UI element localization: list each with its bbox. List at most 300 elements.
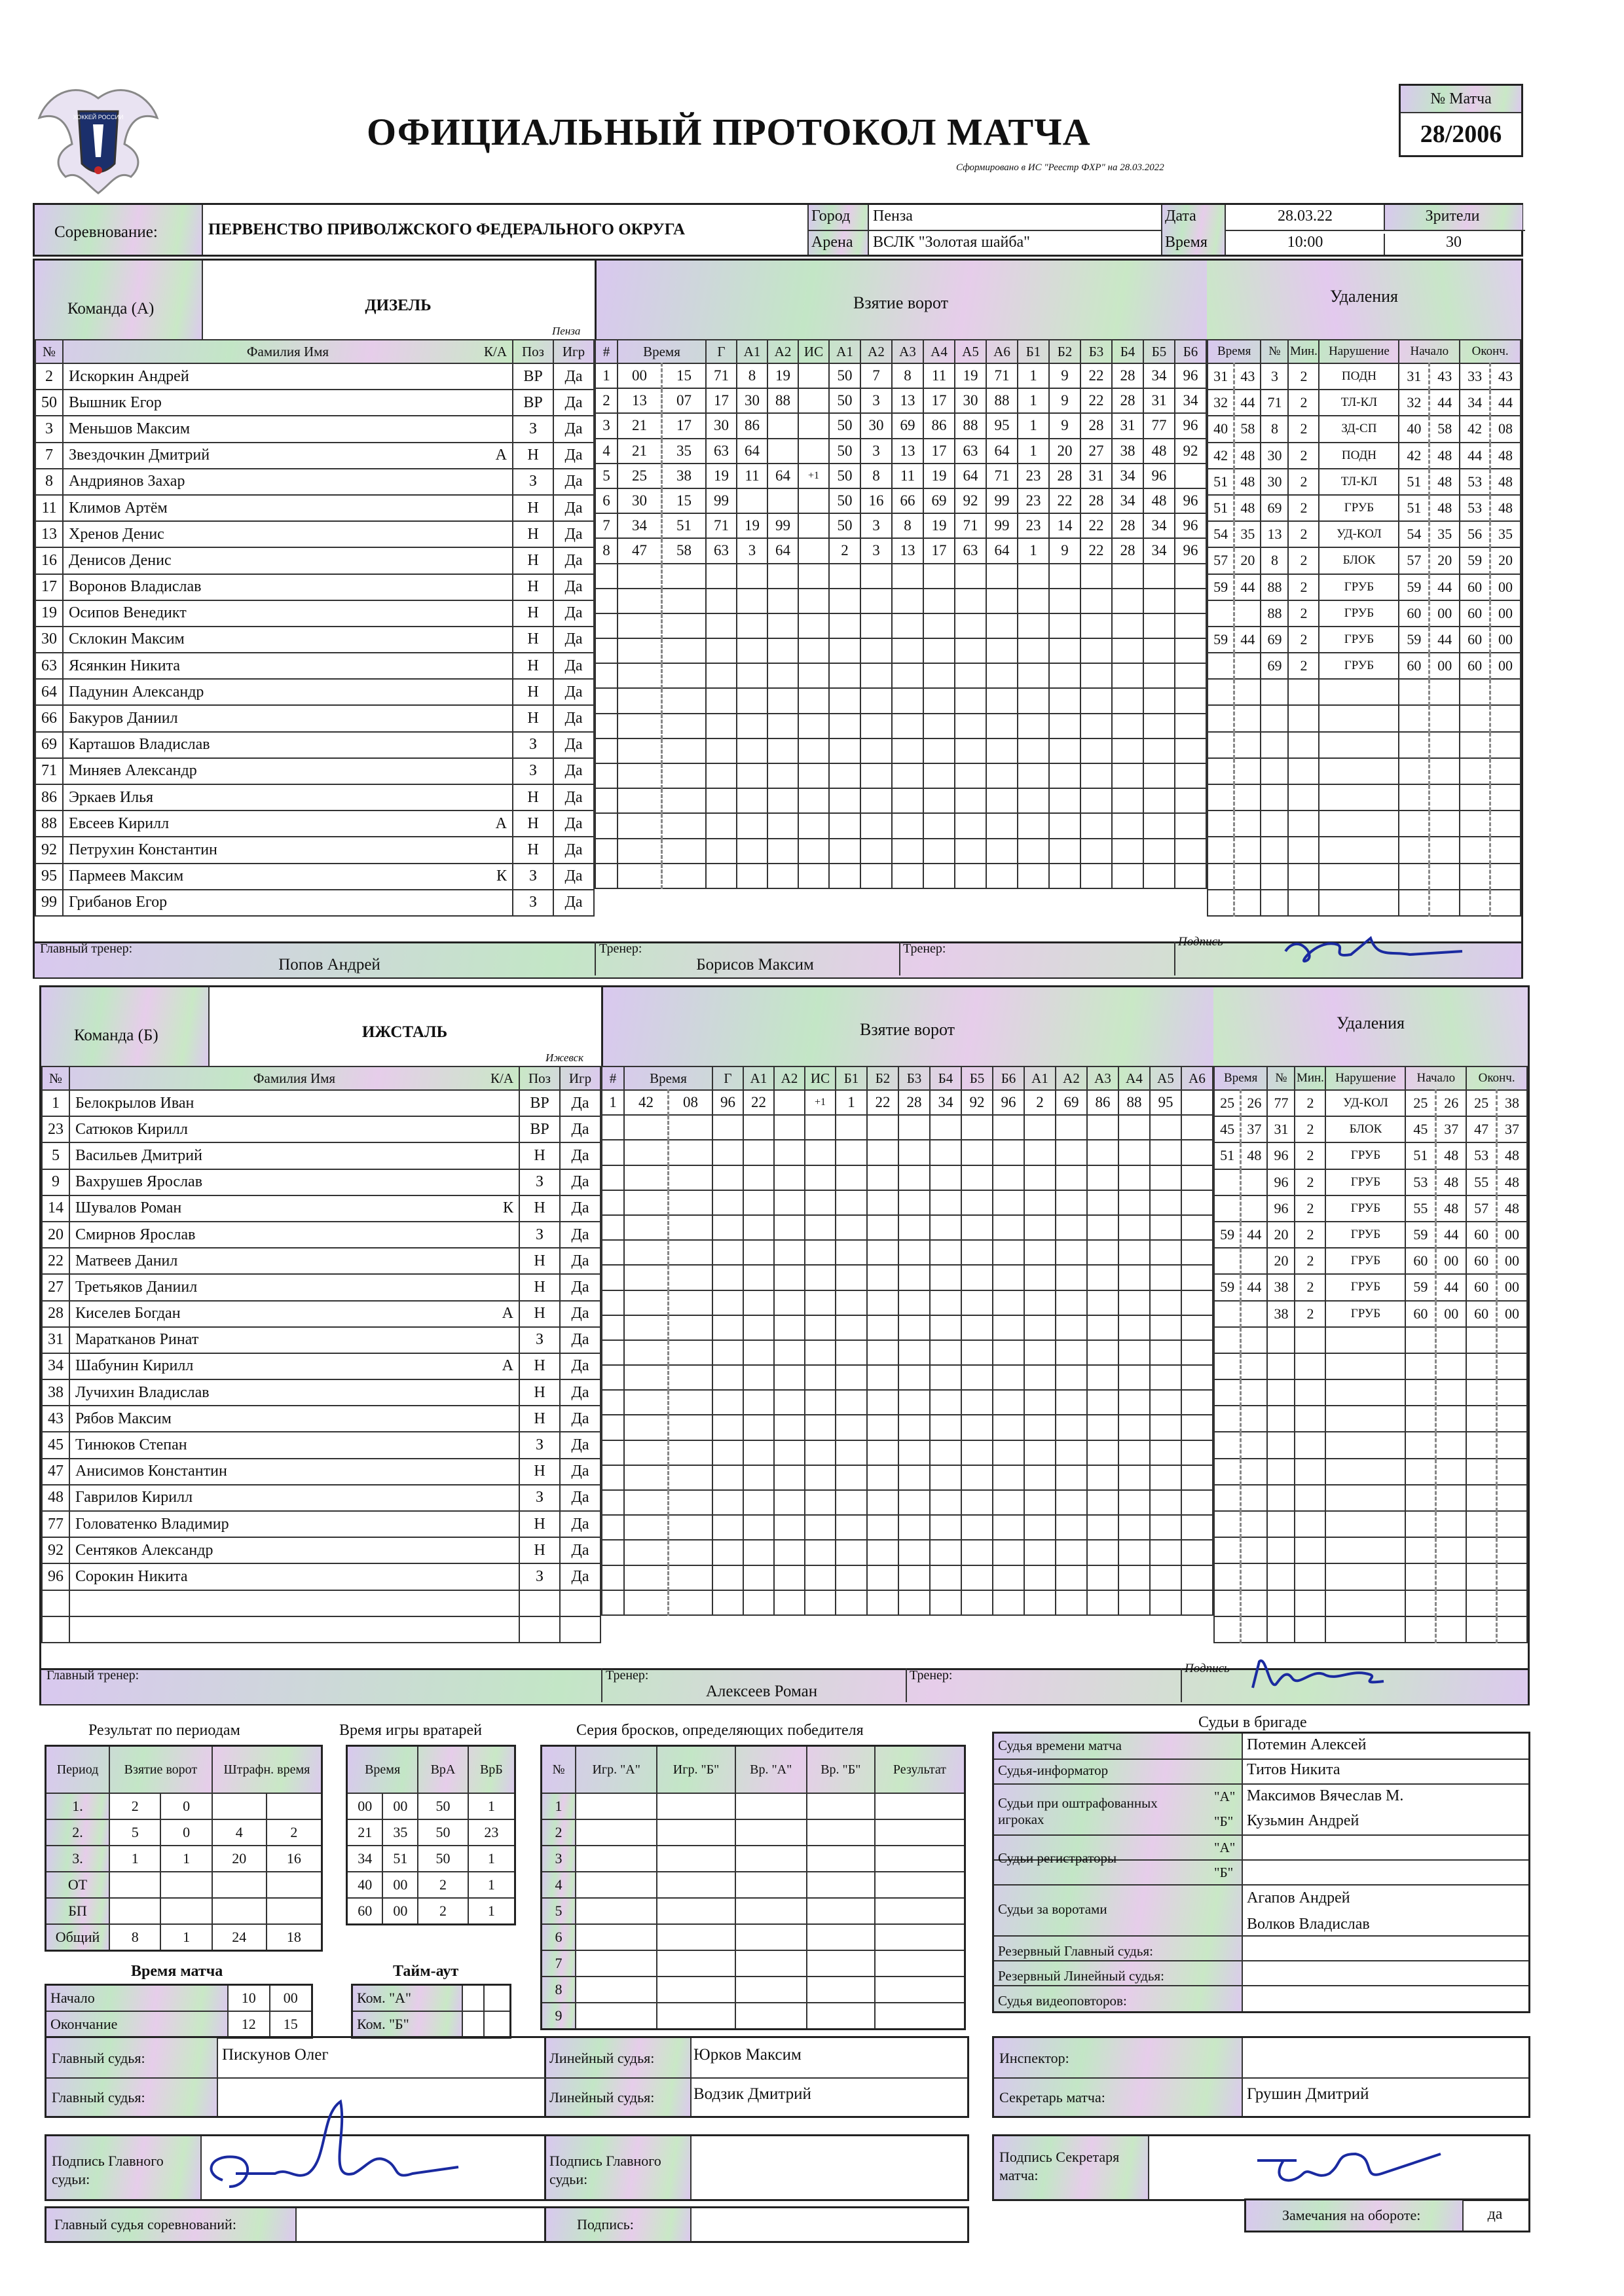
player-position: Н: [513, 443, 553, 469]
pen-time-sec: [1241, 1327, 1268, 1353]
onice-col-header: А2: [1056, 1066, 1087, 1090]
player-name: Лучихин Владислав: [75, 1383, 210, 1401]
pen-end-sec: [1497, 1432, 1527, 1458]
city-value: Пенза: [873, 208, 913, 225]
onice-player: [1056, 1115, 1087, 1140]
goal-strength: [805, 1365, 836, 1390]
onice-player: [898, 1490, 930, 1515]
officials-informer-label: Судья-информатор: [998, 1762, 1109, 1778]
goal-assist-2: [767, 564, 798, 589]
city-label: Город: [811, 208, 851, 225]
officials-goal-label: Судьи за воротами: [998, 1901, 1107, 1917]
pen-end-sec: [1490, 890, 1521, 916]
goal-time-min: 30: [618, 488, 662, 513]
goal-row: [602, 1190, 1213, 1215]
results-col-goals: Взятие ворот: [109, 1746, 212, 1794]
onice-player: 34: [1143, 363, 1175, 388]
onice-player: [993, 1115, 1024, 1140]
shootout-cell: [576, 1872, 657, 1898]
goal-assist-1: [737, 839, 767, 864]
goalie-b: 1: [468, 1872, 515, 1898]
pen-infraction: [1319, 732, 1399, 758]
onice-player: 13: [892, 388, 923, 413]
officials-goal-1: Агапов Андрей: [1247, 1889, 1350, 1906]
results-period: БП: [46, 1898, 110, 1924]
goal-assist-1: 19: [737, 513, 767, 538]
results-goals-b: 1: [160, 1924, 212, 1951]
pen-infraction: ГРУБ: [1325, 1142, 1405, 1169]
onice-player: [1049, 864, 1080, 888]
onice-player: [898, 1315, 930, 1340]
penalty-row: [1214, 1616, 1527, 1643]
goal-number: [595, 763, 618, 788]
goal-assist-2: [774, 1365, 805, 1390]
goal-col-header: #: [602, 1066, 624, 1090]
onice-player: [860, 738, 892, 763]
player-captain: А: [502, 1357, 513, 1375]
pen-time-min: 31: [1208, 363, 1234, 390]
team-a-block: [33, 259, 1523, 979]
pen-time-sec: 20: [1234, 547, 1261, 574]
player-position: З: [513, 864, 553, 890]
penalty-row: [1214, 1116, 1527, 1142]
roster-row: [42, 1142, 600, 1169]
goal-assist-1: [737, 788, 767, 813]
onice-player: [898, 1365, 930, 1390]
pen-start-sec: 48: [1430, 469, 1460, 495]
penalty-row: [1208, 627, 1521, 653]
onice-player: [1080, 864, 1112, 888]
onice-player: [955, 788, 986, 813]
pen-time-min: [1208, 732, 1234, 758]
player-name: Денисов Денис: [69, 551, 172, 569]
goal-scorer: 99: [706, 488, 737, 513]
goal-row: [602, 1565, 1213, 1590]
player-played: Да: [553, 864, 594, 890]
onice-player: [1018, 788, 1049, 813]
team-b-name: ИЖСТАЛЬ: [361, 1023, 448, 1041]
pen-time-sec: [1234, 784, 1261, 811]
results-period: ОТ: [46, 1872, 110, 1898]
player-name-cell: [69, 1090, 519, 1116]
pen-minutes: [1295, 1563, 1325, 1590]
pen-start-min: 51: [1399, 495, 1429, 521]
officials-informer: Титов Никита: [1247, 1761, 1340, 1778]
pen-start-sec: [1430, 784, 1460, 811]
goal-scorer: [712, 1290, 743, 1315]
onice-player: 19: [923, 464, 955, 488]
pen-start-sec: [1436, 1511, 1466, 1537]
player-captain: К: [496, 867, 507, 885]
onice-player: [1024, 1590, 1056, 1615]
col-no: №: [42, 1066, 69, 1090]
onice-player: [1056, 1190, 1087, 1215]
onice-player: 50: [829, 513, 860, 538]
goal-assist-1: [737, 864, 767, 888]
shootout-cell: [576, 1924, 657, 1950]
onice-player: [923, 688, 955, 713]
shootout-cell: [657, 1793, 735, 1819]
onice-player: [1087, 1315, 1118, 1340]
signatures-block: [45, 2134, 969, 2201]
pen-player: [1267, 1616, 1295, 1643]
player-played: Да: [553, 705, 594, 731]
match-end-m: 15: [270, 2011, 312, 2038]
penalty-row: [1214, 1353, 1527, 1379]
match-time-title: Время матча: [131, 1963, 223, 1980]
onice-player: [1175, 613, 1206, 638]
pen-end-min: 55: [1466, 1169, 1496, 1195]
onice-player: [829, 763, 860, 788]
pen-end-min: 34: [1460, 390, 1490, 416]
player-position: З: [513, 469, 553, 495]
goal-scorer: 30: [706, 413, 737, 438]
onice-player: 3: [860, 388, 892, 413]
goal-assist-2: [774, 1490, 805, 1515]
shootout-col-header: Игр. "А": [576, 1746, 657, 1794]
onice-player: [1181, 1215, 1213, 1240]
roster-row: [42, 1432, 600, 1458]
onice-player: [1143, 839, 1175, 864]
pen-minutes: 2: [1288, 627, 1319, 653]
pen-start-sec: 44: [1430, 627, 1460, 653]
onice-player: 50: [829, 363, 860, 388]
goal-assist-1: [743, 1290, 774, 1315]
pen-minutes: 2: [1288, 574, 1319, 600]
pen-player: 38: [1267, 1301, 1295, 1327]
onice-player: [955, 589, 986, 613]
pen-player: [1267, 1563, 1295, 1590]
goal-strength: [805, 1490, 836, 1515]
onice-player: [1049, 813, 1080, 838]
pen-time-sec: [1241, 1406, 1268, 1432]
onice-player: 96: [993, 1090, 1024, 1115]
onice-player: [1150, 1365, 1181, 1390]
goal-assist-1: [737, 738, 767, 763]
onice-player: [923, 813, 955, 838]
pen-time-min: [1208, 837, 1234, 863]
shootout-row: [542, 1977, 965, 2003]
pen-infraction: [1325, 1379, 1405, 1406]
onice-player: [867, 1565, 898, 1590]
onice-player: [955, 613, 986, 638]
pen-start-sec: [1430, 732, 1460, 758]
onice-player: 88: [986, 388, 1018, 413]
onice-player: [1087, 1140, 1118, 1165]
results-goals-b: 1: [160, 1846, 212, 1872]
shootout-row: [542, 1872, 965, 1898]
shootout-cell: [875, 1977, 965, 2003]
onice-player: 28: [898, 1090, 930, 1115]
onice-player: 50: [829, 413, 860, 438]
goal-assist-1: 11: [737, 464, 767, 488]
goal-number: [602, 1215, 624, 1240]
goal-number: [602, 1490, 624, 1515]
roster-row: [42, 1301, 600, 1327]
roster-row: [42, 1169, 600, 1195]
goal-row: [595, 839, 1206, 864]
goal-time-sec: [669, 1165, 713, 1190]
team-a-signature-label: Подпись: [1178, 935, 1223, 949]
player-name-cell: [63, 600, 513, 627]
onice-player: [836, 1290, 867, 1315]
player-played: Да: [553, 653, 594, 679]
pen-minutes: [1288, 784, 1319, 811]
goal-time-min: [624, 1590, 669, 1615]
onice-player: [1175, 864, 1206, 888]
onice-player: [1181, 1540, 1213, 1565]
pen-infraction: ГРУБ: [1325, 1222, 1405, 1248]
team-a-goals-title: Взятие ворот: [853, 293, 948, 312]
roster-row: [42, 1590, 600, 1616]
goal-row: [602, 1240, 1213, 1265]
shootout-cell: [576, 1793, 657, 1819]
onice-player: [1024, 1165, 1056, 1190]
onice-player: [1150, 1115, 1181, 1140]
pen-col-header: Мин.: [1288, 340, 1319, 363]
goal-time-min: [618, 839, 662, 864]
match-time-table: [45, 1984, 313, 2039]
pen-infraction: [1319, 679, 1399, 705]
pen-end-sec: 00: [1490, 574, 1521, 600]
onice-player: [1118, 1190, 1150, 1215]
pen-player: [1261, 837, 1288, 863]
player-position: З: [513, 758, 553, 784]
goal-time-sec: 15: [662, 488, 707, 513]
penalty-row: [1208, 864, 1521, 890]
onice-player: [1024, 1315, 1056, 1340]
roster-row: [42, 1563, 600, 1590]
shootout-cell: [875, 1793, 965, 1819]
goal-time-sec: [662, 813, 707, 838]
onice-player: [1024, 1290, 1056, 1315]
goal-time-sec: [662, 589, 707, 613]
pen-minutes: 2: [1288, 416, 1319, 442]
onice-col-header: А2: [860, 340, 892, 363]
onice-player: [961, 1540, 993, 1565]
goal-strength: [798, 439, 829, 464]
pen-start-sec: [1430, 811, 1460, 837]
onice-player: [1087, 1515, 1118, 1540]
roster-row: [42, 1116, 600, 1142]
pen-end-min: 53: [1466, 1142, 1496, 1169]
pen-infraction: ГРУБ: [1319, 495, 1399, 521]
player-position: Н: [513, 679, 553, 705]
onice-player: [993, 1390, 1024, 1415]
onice-player: [1056, 1415, 1087, 1440]
onice-player: [1056, 1215, 1087, 1240]
goal-assist-2: [774, 1240, 805, 1265]
onice-player: 96: [1175, 413, 1206, 438]
pen-start-min: [1405, 1379, 1435, 1406]
pen-time-sec: 44: [1241, 1274, 1268, 1300]
player-played: Да: [553, 679, 594, 705]
pen-start-sec: [1436, 1616, 1466, 1643]
penalty-row: [1208, 547, 1521, 574]
player-name-cell: [63, 521, 513, 547]
onice-player: [867, 1115, 898, 1140]
pen-start-sec: 00: [1436, 1301, 1466, 1327]
goal-time-min: [624, 1415, 669, 1440]
onice-player: [1181, 1415, 1213, 1440]
team-b-goals-title: Взятие ворот: [859, 1020, 955, 1039]
pen-time-min: [1208, 653, 1234, 679]
player-number: 86: [35, 784, 63, 811]
line-ref-1-label: Линейный судья:: [549, 2050, 655, 2066]
goal-assist-2: [774, 1190, 805, 1215]
goal-time-sec: [669, 1565, 713, 1590]
results-row: [46, 1846, 322, 1872]
penalty-row: [1214, 1485, 1527, 1511]
pen-start-sec: [1430, 758, 1460, 784]
shootout-cell: [807, 1924, 875, 1950]
onice-player: [836, 1265, 867, 1290]
player-number: 8: [35, 469, 63, 495]
shootout-cell: [657, 1977, 735, 2003]
pen-start-sec: 00: [1430, 600, 1460, 627]
pen-time-min: 51: [1208, 469, 1234, 495]
goal-number: [595, 564, 618, 589]
officials-divider: [994, 1960, 1528, 1961]
main-ref-1-label: Главный судья:: [52, 2050, 145, 2066]
goal-assist-2: [767, 839, 798, 864]
team-b-signature-label: Подпись: [1185, 1662, 1230, 1675]
goal-scorer: [712, 1565, 743, 1590]
shootout-number: 9: [542, 2003, 576, 2030]
goal-time-min: [618, 738, 662, 763]
onice-player: [1112, 763, 1143, 788]
onice-player: [1056, 1340, 1087, 1365]
goal-scorer: [706, 564, 737, 589]
player-name: Ясянкин Никита: [69, 657, 181, 674]
goal-assist-2: [767, 613, 798, 638]
goal-scorer: [712, 1515, 743, 1540]
player-position: З: [519, 1485, 560, 1511]
pen-time-min: 40: [1208, 416, 1234, 442]
generated-note: Сформировано в ИС "Реестр ФХР" на 28.03.2022: [956, 162, 1164, 173]
shootout-cell: [657, 1872, 735, 1898]
onice-player: [898, 1415, 930, 1440]
player-name-cell: [63, 732, 513, 758]
player-captain: А: [495, 814, 507, 832]
shootout-cell: [807, 1950, 875, 1977]
goal-row: [595, 813, 1206, 838]
onice-player: [955, 564, 986, 589]
player-name: Петрухин Константин: [69, 841, 217, 858]
onice-player: [1175, 813, 1206, 838]
player-position: Н: [513, 837, 553, 863]
col-name: Фамилия Имя: [246, 343, 329, 359]
roster-row: [35, 521, 594, 547]
goal-col-header: ИС: [805, 1066, 836, 1090]
pen-time-min: [1208, 864, 1234, 890]
goal-assist-2: [774, 1465, 805, 1490]
col-play: Игр: [553, 340, 594, 363]
goalie-row: [347, 1819, 515, 1846]
goal-assist-2: [774, 1140, 805, 1165]
pen-end-min: 53: [1460, 495, 1490, 521]
inspector-label: Инспектор:: [999, 2050, 1069, 2066]
inspector-block: [992, 2036, 1530, 2118]
goal-time-min: [618, 763, 662, 788]
shootout-col-header: №: [542, 1746, 576, 1794]
goal-row: [602, 1215, 1213, 1240]
goal-strength: [798, 613, 829, 638]
goal-time-min: [624, 1565, 669, 1590]
onice-player: [898, 1390, 930, 1415]
player-captain: К: [502, 1199, 513, 1217]
goal-number: [602, 1390, 624, 1415]
player-name: Хренов Денис: [69, 525, 164, 543]
shootout-cell: [735, 1924, 807, 1950]
secretary-signature: [1244, 2134, 1454, 2193]
onice-player: 96: [1175, 538, 1206, 563]
player-name-cell: [69, 1406, 519, 1432]
team-a-goals-table: [595, 339, 1207, 889]
onice-player: [892, 714, 923, 738]
pen-infraction: [1325, 1511, 1405, 1537]
onice-player: [961, 1290, 993, 1315]
onice-player: [1024, 1365, 1056, 1390]
onice-player: 64: [986, 538, 1018, 563]
onice-player: 7: [860, 363, 892, 388]
roster-row: [42, 1459, 600, 1485]
shootout-cell: [875, 1846, 965, 1872]
player-played: Да: [553, 732, 594, 758]
referees-block: [45, 2036, 969, 2118]
pen-col-header: Время: [1208, 340, 1261, 363]
pen-player: [1267, 1432, 1295, 1458]
pen-start-min: [1399, 679, 1429, 705]
pen-start-min: [1405, 1432, 1435, 1458]
pen-time-sec: 26: [1241, 1090, 1268, 1116]
goal-time-sec: 58: [662, 538, 707, 563]
roster-row: [35, 443, 594, 469]
pen-player: [1261, 758, 1288, 784]
pen-infraction: [1325, 1432, 1405, 1458]
shootout-number: 1: [542, 1793, 576, 1819]
pen-end-sec: [1497, 1406, 1527, 1432]
goal-scorer: [706, 589, 737, 613]
pen-end-min: 53: [1460, 469, 1490, 495]
pen-start-sec: [1436, 1406, 1466, 1432]
onice-player: [829, 564, 860, 589]
onice-player: 19: [923, 513, 955, 538]
onice-player: 34: [1143, 538, 1175, 563]
pen-end-min: [1460, 890, 1490, 916]
onice-player: [1024, 1265, 1056, 1290]
goal-scorer: [712, 1490, 743, 1515]
team-b-coach: Алексеев Роман: [705, 1683, 818, 1700]
pen-end-min: [1460, 864, 1490, 890]
results-period: 2.: [46, 1819, 110, 1846]
goal-assist-1: 30: [737, 388, 767, 413]
onice-player: [1087, 1215, 1118, 1240]
goal-number: [595, 589, 618, 613]
player-position: Н: [519, 1511, 560, 1537]
officials-divider: [994, 1758, 1528, 1760]
onice-player: [961, 1215, 993, 1240]
pen-end-sec: 00: [1490, 600, 1521, 627]
player-position: Н: [513, 600, 553, 627]
onice-player: 28: [1112, 538, 1143, 563]
onice-player: [1181, 1340, 1213, 1365]
pen-start-sec: [1436, 1432, 1466, 1458]
onice-player: [961, 1265, 993, 1290]
goal-time-min: [624, 1465, 669, 1490]
onice-player: [930, 1265, 961, 1290]
results-row: [46, 1872, 322, 1898]
